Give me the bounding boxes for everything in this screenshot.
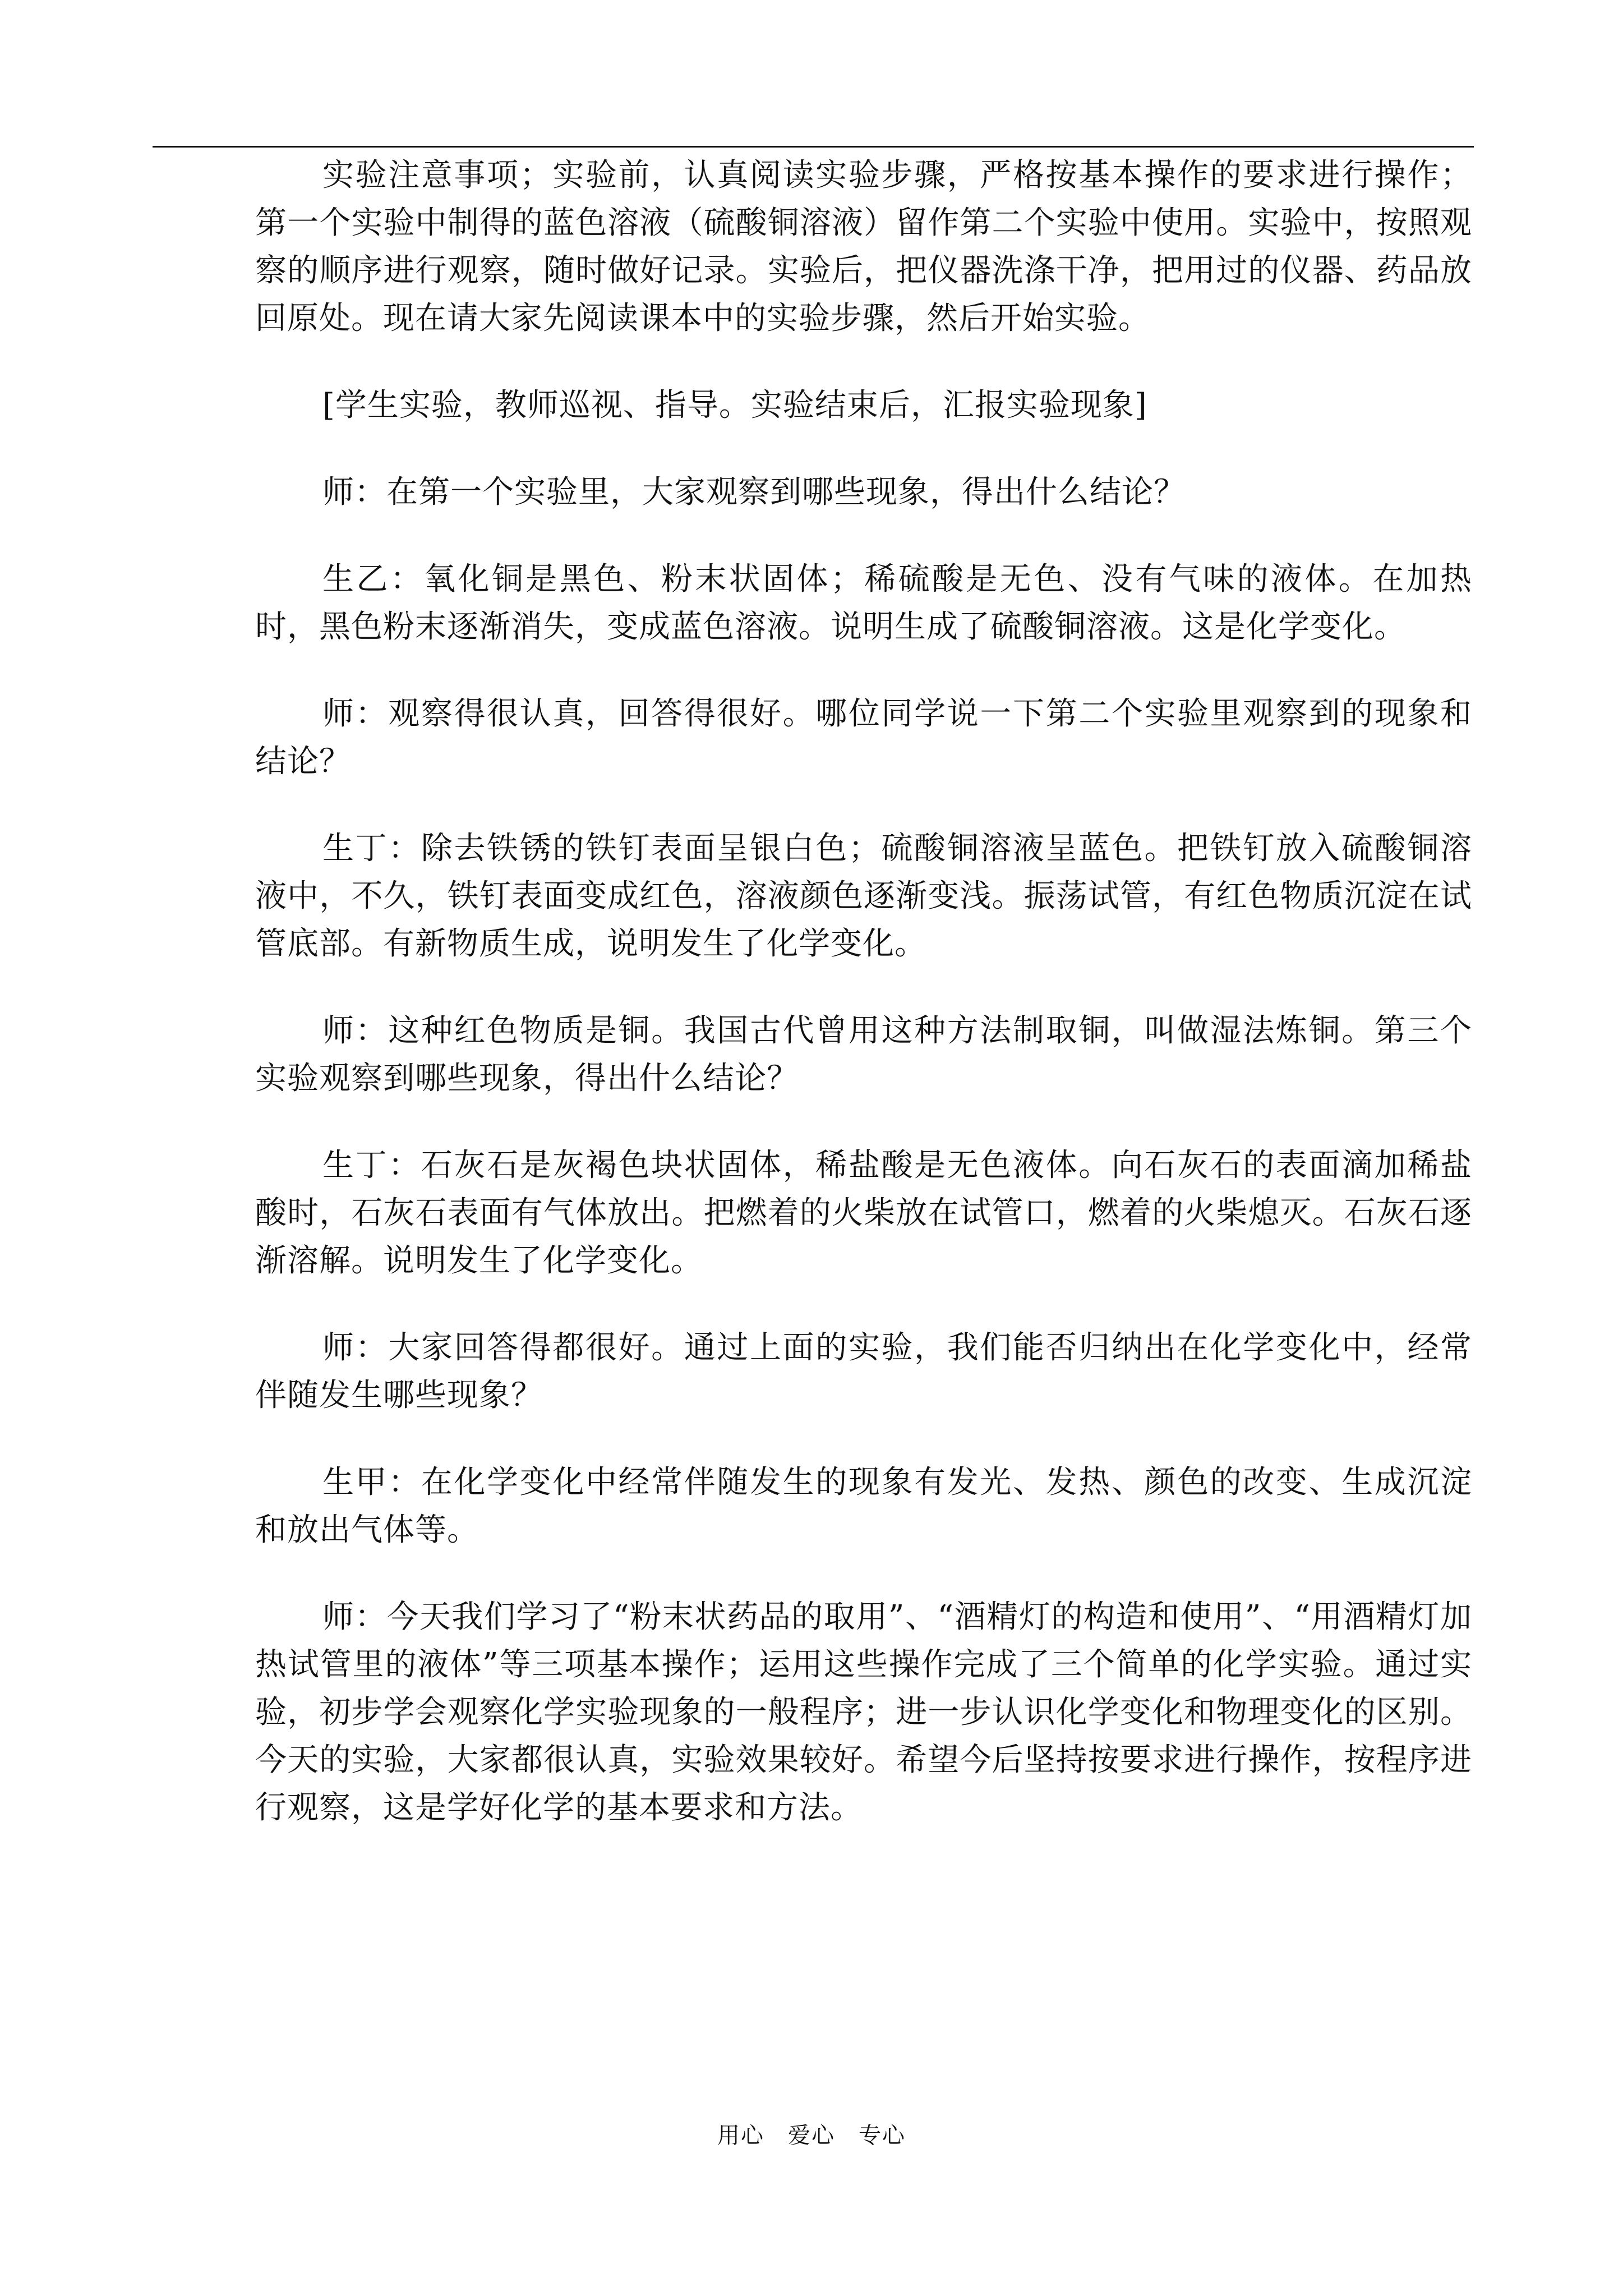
paragraph-teacher-summary: 师：今天我们学习了“粉末状药品的取用”、“酒精灯的构造和使用”、“用酒精灯加热试管里的液体”等三项基本操作；运用这些操作完成了三个简单的化学实验。通过实验，初步学会观察化学实验现象的一般程序；进一步认识化学变化和物理变化的区别。今天的实验，大家都很认真，实验效果较好。希望今后坚持按要求进行操作，按程序进行观察，这是学好化学的基本要求和方法。 xyxy=(255,1599,1472,1826)
paragraph-teacher-question-3: 师：这种红色物质是铜。我国古代曾用这种方法制取铜，叫做湿法炼铜。第三个实验观察到哪些现象，得出什么结论？ xyxy=(255,1013,1472,1097)
page-footer: 用心 爱心 专心 xyxy=(717,2123,906,2148)
paragraph-teacher-question-1: 师：在第一个实验里，大家观察到哪些现象，得出什么结论？ xyxy=(322,474,1186,510)
paragraph-student-answer-1: 生乙：氧化铜是黑色、粉末状固体；稀硫酸是无色、没有气味的液体。在加热时，黑色粉末逐渐消失，变成蓝色溶液。说明生成了硫酸铜溶液。这是化学变化。 xyxy=(255,561,1472,645)
paragraph-safety-notes: 实验注意事项；实验前，认真阅读实验步骤，严格按基本操作的要求进行操作；第一个实验中制得的蓝色溶液（硫酸铜溶液）留作第二个实验中使用。实验中，按照观察的顺序进行观察，随时做好记录。实验后，把仪器洗涤干净，把用过的仪器、药品放回原处。现在请大家先阅读课本中的实验步骤，然后开始实验。 xyxy=(255,157,1472,337)
paragraph-teacher-question-2: 师：观察得很认真，回答得很好。哪位同学说一下第二个实验里观察到的现象和结论？ xyxy=(255,696,1472,780)
paragraph-student-answer-3: 生丁：石灰石是灰褐色块状固体，稀盐酸是无色液体。向石灰石的表面滴加稀盐酸时，石灰石表面有气体放出。把燃着的火柴放在试管口，燃着的火柴熄灭。石灰石逐渐溶解。说明发生了化学变化。 xyxy=(255,1147,1472,1279)
paragraph-teacher-question-4: 师：大家回答得都很好。通过上面的实验，我们能否归纳出在化学变化中，经常伴随发生哪些现象？ xyxy=(255,1329,1472,1414)
header-rule xyxy=(153,146,1474,148)
paragraph-student-answer-4: 生甲：在化学变化中经常伴随发生的现象有发光、发热、颜色的改变、生成沉淀和放出气体等。 xyxy=(255,1464,1472,1548)
paragraph-student-experiment: [学生实验，教师巡视、指导。实验结束后，汇报实验现象] xyxy=(322,387,1147,424)
body-text xyxy=(255,151,1472,1832)
paragraph-student-answer-2: 生丁：除去铁锈的铁钉表面呈银白色；硫酸铜溶液呈蓝色。把铁钉放入硫酸铜溶液中，不久，铁钉表面变成红色，溶液颜色逐渐变浅。振荡试管，有红色物质沉淀在试管底部。有新物质生成，说明发生了化学变化。 xyxy=(255,830,1472,962)
